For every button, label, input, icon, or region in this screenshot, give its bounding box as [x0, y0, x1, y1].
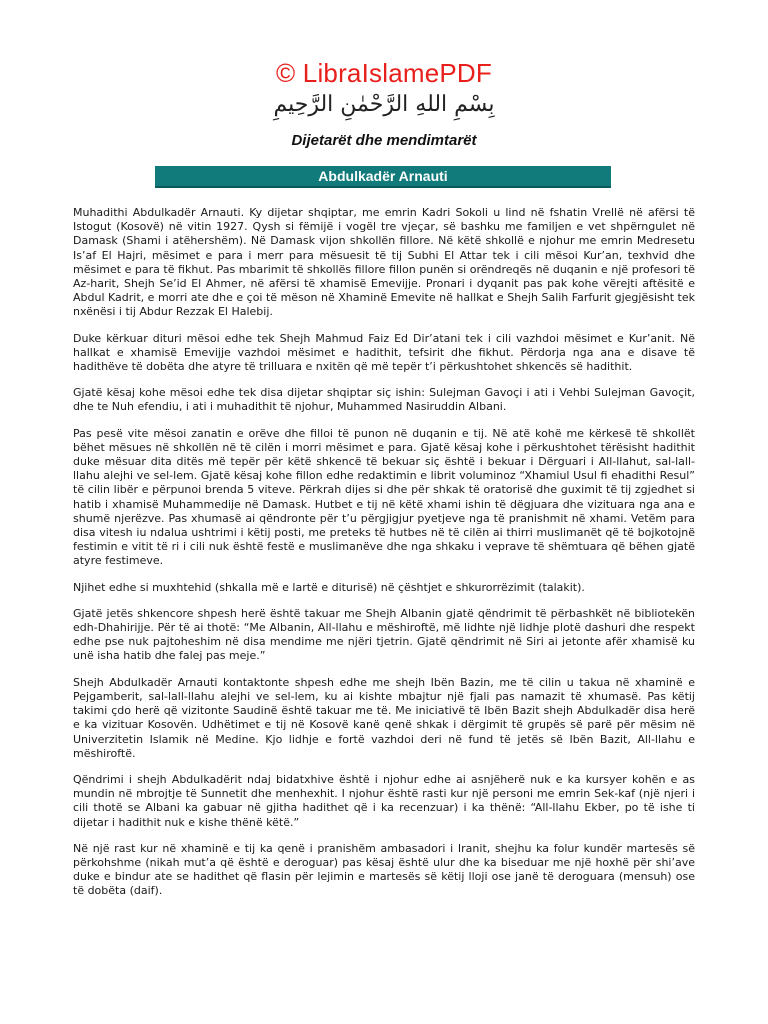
- paragraph: Njihet edhe si muxhtehid (shkalla më e lartë e diturisë) në çështjet e shkurorrëzimit (talakit).: [73, 580, 585, 594]
- paragraph: Duke kërkuar dituri mësoi edhe tek Shejh Mahmud Faiz Ed Dir’atani tek i cili vazhdoi mësimet e Kur’anit. Në hallkat e xhamisë Emevijje vazhdoi mësimet e hadithit, tefsirit dhe fikhut. Përdorja nga ana e disave të hadithëve të dobëta dhe atyre të trilluara e nxitën që më tepër t’i përkushtohet shkencës së hadithit.: [73, 331, 695, 374]
- paragraph: Shejh Abdulkadër Arnauti kontaktonte shpesh edhe me shejh Ibën Bazin, me të cilin u takua në xhaminë e Pejgamberit, sal-lall-llahu alejhi ve sel-lem, ku ai kishte mbajtur një fjali pas namazit të xhumasë. Pas këtij takimi çdo herë që vizitonte Saudinë është takuar me të. Me iniciativë të Ibën Bazit shejh Abdulkadër disa herë e ka vizituar Kosovën. Udhëtimet e tij në Kosovë kanë qenë shkak i dërgimit të grupës së parë për mësim në Univerzitetin Islamik në Medine. Kjo lidhje e fortë vazhdoi deri në fund të jetës së Ibën Bazit, All-llahu e mëshiroftë.: [73, 675, 695, 760]
- basmala-calligraphy: بِسْمِ اللهِ الرَّحْمٰنِ الرَّحِيمِ: [273, 92, 495, 117]
- article-body: [73, 206, 695, 911]
- paragraph: Qëndrimi i shejh Abdulkadërit ndaj bidatxhive është i njohur edhe ai asnjëherë nuk e ka kursyer kohën e as mundin në mbrojtje të Sunnetit dhe menhexhit. I njohur është rasti kur një personi me emrin Sek-kaf (një njeri i cili thotë se Albani ka gabuar në gjitha hadithet që i ka recenzuar) i ka thënë: “All-llahu Ekber, po të ishe ti dijetar i hadithit nuk e kishe thënë këtë.”: [73, 772, 695, 829]
- paragraph: Pas pesë vite mësoi zanatin e orëve dhe filloi të punon në duqanin e tij. Në atë kohë me kërkesë të shkollët bëhet mësues në shkollën në të cilën i morri mësimet e para. Gjatë kësaj kohe i përkushtohet tërësisht hadithit duke mësuar dita ditës më tepër për këtë shkencë të bekuar siç është i bekuar i Dërguari i All-llahut, sal-lall-llahu alejhi ve sel-lem. Gjatë kësaj kohe fillon edhe redaktimin e librit voluminoz “Xhamiul Usul fi ehadithi Resul” të cilin libër e përpunoi brenda 5 viteve. Përkrah dijes si dhe për shkak të oratorisë dhe guximit të tij zgjedhet si hatib i xhamisë Muhammedije në Damask. Hutbet e tij në këtë xhami ishin të dëgjuara dhe vizituara nga ana e shumë njerëzve. Pas xhumasë ai qëndronte për t’u përgjigjur pyetjeve nga të pranishmit në xhami. Vetëm para disa vitesh iu ndalua ushtrimi i këtij posti, me preteks të hutbes në të cilën ai thirri muslimanët që të bojkotojnë festimin e vitit të ri i cili nuk është festë e muslimanëve dhe nga shkaku i veprave të shëmtuara që bëhen gjatë atyre festimeve.: [73, 426, 695, 568]
- page-subtitle: Dijetarët dhe mendimtarët: [291, 132, 477, 149]
- paragraph: Gjatë jetës shkencore shpesh herë është takuar me Shejh Albanin gjatë qëndrimit të përbashkët në bibliotekën edh-Dhahirijje. Për të ai thotë: “Me Albanin, All-llahu e mëshiroftë, më lidhte një lidhje plotë dashuri dhe respekt edhe pse nuk pajtoheshim në disa mendime me njëri tjetrin. Gjatë qëndrimit në Siri ai jetonte afër xhamisë ku unë isha hatib dhe falej pas meje.”: [73, 606, 695, 663]
- paragraph: Muhadithi Abdulkadër Arnauti. Ky dijetar shqiptar, me emrin Kadri Sokoli u lind në fshatin Vrellë në afërsi të Istogut (Kosovë) në vitin 1927. Qysh si fëmijë i vogël tre vjeçar, së bashku me familjen e vet shpërngulet në Damask (Shami i atëhershëm). Në Damask vijon shkollën fillore. Në këtë shkollë e njohur me emrin Medresetu Is’af El Hajri, mësimet e para i merr para mësuesit të tij Subhi El Attar tek i cili mësoi Kur’an, texhvid dhe mësimet e para të fikhut. Pas mbarimit të shkollës fillore fillon punën si orëndreqës në duqanin e një profesori të Az-harit, Shejh Se’id El Ahmer, në afërsi të xhamisë Emevijje. Pronari i dyqanit pas pak kohe vërejti aftësitë e Abdul Kadrit, e morri ate dhe e çoi të mëson në Xhaminë Emevite në hallkat e Shejh Salih Farfurit gjegjësisht tek nxënësi i tij Abdur Rezzak El Halebij.: [73, 206, 695, 319]
- page-title: Abdulkadër Arnauti: [155, 166, 611, 188]
- paragraph: Gjatë kësaj kohe mësoi edhe tek disa dijetar shqiptar siç ishin: Sulejman Gavoçi i ati i Vehbi Sulejman Gavoçit, dhe te Nuh efendiu, i ati i muhadithit të njohur, Muhammed Nasiruddin Albani.: [73, 386, 695, 414]
- paragraph: Në një rast kur në xhaminë e tij ka qenë i pranishëm ambasadori i Iranit, shejhu ka folur kundër martesës së përkohshme (nikah mut’a që është e deroguar) pas kësaj është ulur dhe ka biseduar me një hoxhë për shi’ave duke e bindur ate se hadithet që flasin për lejimin e martesës së këtij lloji ose janë të deroguara (mensuh) ose të dobëta (daif).: [73, 841, 695, 898]
- watermark: © LibraIslamePDF: [276, 58, 492, 88]
